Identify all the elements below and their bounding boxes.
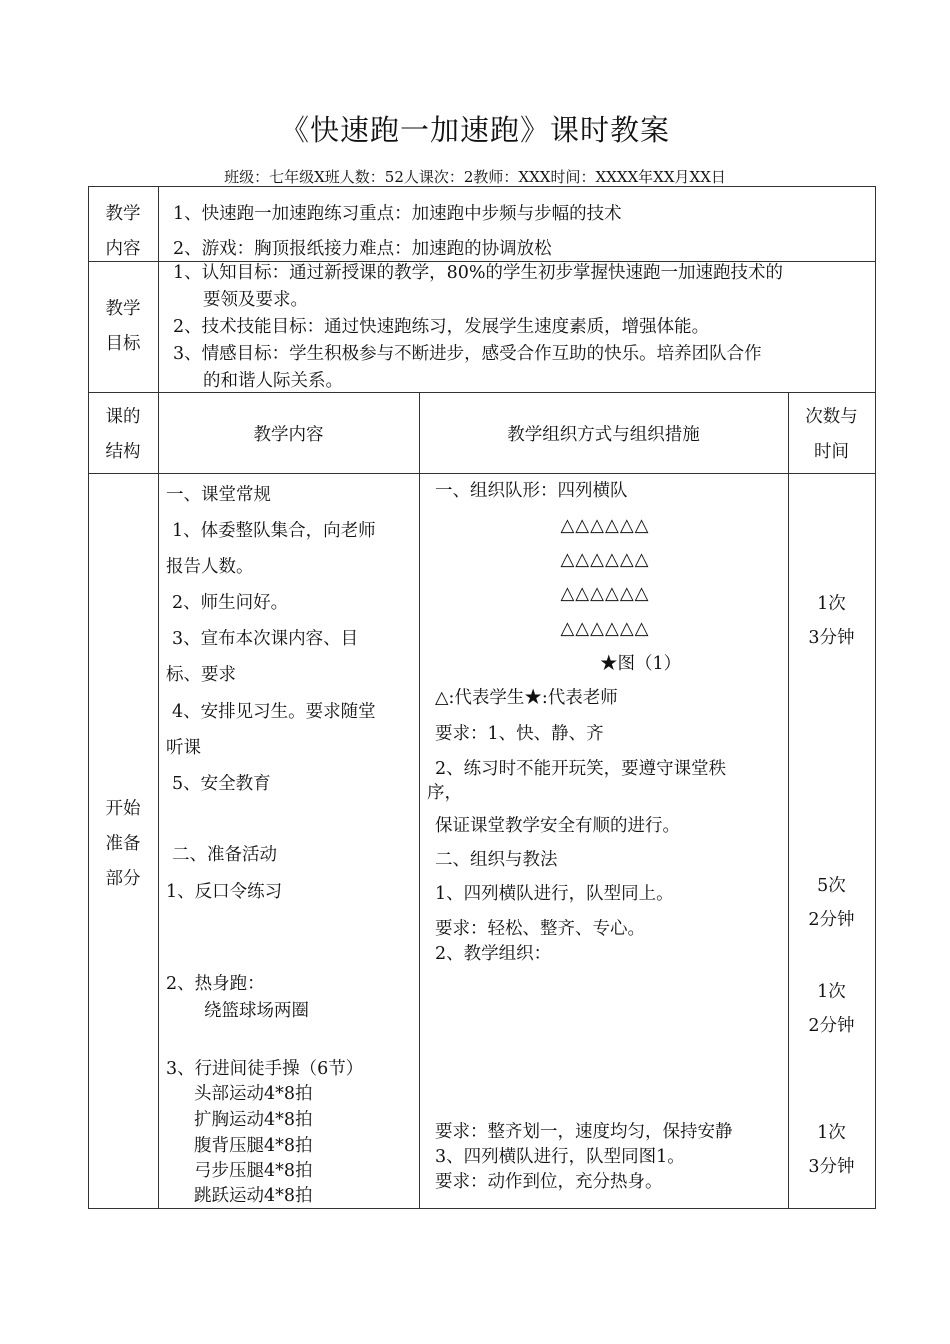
content-item: 标、要求 [166, 665, 236, 685]
goal-3-line-b: 的和谐人际关系。 [203, 371, 343, 391]
org-item: 1、四列横队进行，队型同上。 [435, 884, 674, 904]
goal-3-line-a: 3、情感目标：学生积极参与不断进步，感受合作互助的快乐。培养团队合作 [173, 344, 762, 364]
count-value: 1次 [817, 1123, 846, 1143]
formation-row: △△△△△△ [560, 515, 650, 536]
content-item: 跳跃运动4*8拍 [194, 1186, 313, 1206]
org-item: △:代表学生★:代表老师 [435, 688, 618, 708]
content-item: 头部运动4*8拍 [194, 1084, 313, 1104]
org-item: 要求：1、快、静、齐 [435, 724, 604, 744]
table-border-right [875, 186, 876, 1209]
part-label-3: 部分 [105, 869, 141, 889]
content-item: 5、安全教育 [172, 774, 271, 794]
content-item: 一、课堂常规 [166, 485, 271, 505]
content-label-2: 内容 [105, 239, 141, 259]
org-item: 3、四列横队进行，队型同图1。 [435, 1147, 685, 1167]
org-item: 2、教学组织： [435, 944, 552, 964]
content-item: 2、热身跑： [166, 974, 265, 994]
goal-1-line-b: 要领及要求。 [203, 290, 308, 310]
org-item: 要求：轻松、整齐、专心。 [435, 919, 645, 939]
formation-row: △△△△△△ [560, 583, 650, 604]
org-item: 要求：整齐划一，速度均匀，保持安静 [435, 1122, 733, 1142]
count-value: 5次 [817, 876, 846, 896]
content-item: 3、宣布本次课内容、目 [172, 629, 359, 649]
header-count-time-1: 次数与 [805, 407, 858, 427]
goals-label-1: 教学 [105, 299, 141, 319]
table-rule [88, 261, 876, 262]
class-info-line: 班级：七年级X班人数：52人课次：2教师：XXX时间：XXXX年XX月XX日 [224, 168, 726, 186]
formation-row: △△△△△△ [560, 549, 650, 570]
goal-1-line-a: 1、认知目标：通过新授课的教学，80%的学生初步掌握快速跑一加速跑技术的 [173, 263, 784, 283]
org-item: 一、组织队形：四列横队 [435, 481, 628, 501]
duration-value: 3分钟 [808, 628, 855, 648]
duration-value: 3分钟 [808, 1157, 855, 1177]
table-col-divider [419, 392, 420, 1209]
content-line-2: 2、游戏：胸顶报纸接力难点：加速跑的协调放松 [173, 239, 552, 259]
header-structure-1: 课的 [105, 407, 141, 427]
table-rule [88, 392, 876, 393]
org-item: 要求：动作到位，充分热身。 [435, 1172, 663, 1192]
figure-caption: ★图（1） [600, 654, 682, 674]
org-item: 二、组织与教法 [435, 850, 558, 870]
formation-row: △△△△△△ [560, 618, 650, 639]
header-count-time-2: 时间 [814, 442, 849, 462]
page-title: 《快速跑一加速跑》课时教案 [279, 113, 670, 147]
content-item: 1、体委整队集合，向老师 [172, 521, 376, 541]
part-label-1: 开始 [105, 799, 141, 819]
content-item: 2、师生问好。 [172, 593, 289, 613]
content-item: 3、行进间徒手操（6节） [166, 1059, 364, 1079]
content-item: 二、准备活动 [172, 845, 277, 865]
content-item: 腹背压腿4*8拍 [194, 1136, 313, 1156]
header-content: 教学内容 [253, 425, 324, 445]
goal-2: 2、技术技能目标：通过快速跑练习，发展学生速度素质，增强体能。 [173, 317, 710, 337]
header-organization: 教学组织方式与组织措施 [507, 425, 700, 445]
table-border-bottom [88, 1208, 876, 1209]
count-value: 1次 [817, 982, 846, 1002]
content-line-1: 1、快速跑一加速跑练习重点：加速跑中步频与步幅的技术 [173, 204, 622, 224]
content-label-1: 教学 [105, 204, 141, 224]
header-structure-2: 结构 [105, 442, 141, 462]
content-item: 听课 [166, 738, 201, 758]
goals-label-2: 目标 [105, 334, 141, 354]
content-item: 绕篮球场两圈 [204, 1001, 309, 1021]
content-item: 扩胸运动4*8拍 [194, 1110, 313, 1130]
content-item: 弓步压腿4*8拍 [194, 1161, 313, 1181]
org-item: 序， [427, 783, 462, 803]
table-col-divider [788, 392, 789, 1209]
table-border-top [88, 186, 876, 187]
org-item: 保证课堂教学安全有顺的进行。 [435, 816, 680, 836]
table-col-divider [158, 186, 159, 1209]
duration-value: 2分钟 [808, 910, 855, 930]
duration-value: 2分钟 [808, 1016, 855, 1036]
content-item: 4、安排见习生。要求随堂 [172, 702, 376, 722]
count-value: 1次 [817, 594, 846, 614]
part-label-2: 准备 [105, 834, 141, 854]
org-item: 2、练习时不能开玩笑，要遵守课堂秩 [435, 759, 727, 779]
content-item: 1、反口令练习 [166, 882, 283, 902]
content-item: 报告人数。 [166, 557, 254, 577]
table-rule [88, 473, 876, 474]
